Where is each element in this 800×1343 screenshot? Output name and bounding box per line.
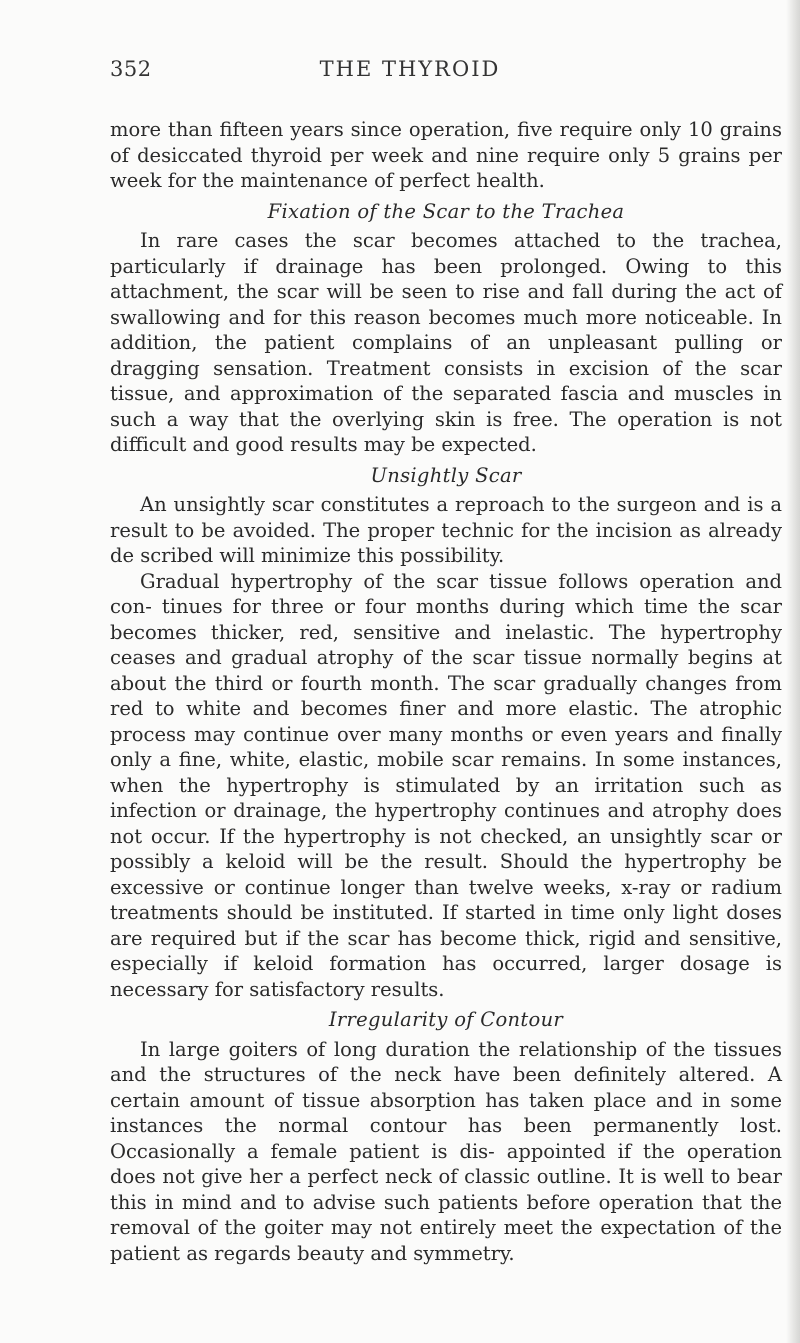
page-edge-shadow bbox=[786, 0, 800, 1343]
continuation-paragraph: more than fifteen years since operation, five require only 10 grains of desiccated thyroid per week and nine require only 5 grains per week for the maintenance of perfect health. bbox=[110, 118, 782, 192]
page-number: 352 bbox=[110, 57, 152, 81]
section-heading-unsightly-scar: Unsightly Scar bbox=[370, 463, 522, 487]
page-body bbox=[110, 117, 782, 1266]
paragraph-fixation: In rare cases the scar becomes attached to the trachea, particularly if drainage has been prolonged. Owing to this attachment, the scar will be seen to rise and fall during the act of swallowing and for this reason becomes much more noticeable. In addition, the patient complains of an unpleasant pulling or dragging sensation. Treatment consists in excision of the scar tissue, and approximation of the separated fascia and muscles in such a way that the overlying skin is free. The operation is not difficult and good results may be expected. bbox=[110, 229, 782, 456]
paragraph-unsightly-scar-1: An unsightly scar constitutes a reproach to the surgeon and is a result to be avoided. The proper technic for the incision as already de scribed will minimize this possibility. bbox=[110, 493, 782, 567]
paragraph-irregularity: In large goiters of long duration the relationship of the tissues and the structures of the neck have been definitely altered. A certain amount of tissue absorption has taken place and in some instances the normal contour has been permanently lost. Occasionally a female patient is dis- appointed if the operation does not give her a perfect neck of classic outline. It is well to bear this in mind and to advise such patients before operation that the removal of the goiter may not entirely meet the expectation of the patient as regards beauty and symmetry. bbox=[110, 1037, 782, 1265]
section-heading-irregularity: Irregularity of Contour bbox=[328, 1008, 564, 1031]
running-header bbox=[110, 57, 710, 87]
paragraph-unsightly-scar-2: Gradual hypertrophy of the scar tissue follows operation and con- tinues for three or four months during which time the scar becomes thicker, red, sensitive and inelastic. The hypertrophy ceases and gradual atrophy of the scar tissue normally begins at about the third or fourth month. The scar gradually changes from red to white and becomes finer and more elastic. The atrophic process may continue over many months or even years and finally only a fine, white, elastic, mobile scar remains. In some instances, when the hypertrophy is stimulated by an irritation such as infection or drainage, the hypertrophy continues and atrophy does not occur. If the hypertrophy is not checked, an unsightly scar or possibly a keloid will be the result. Should the hypertrophy be excessive or continue longer than twelve weeks, x-ray or radium treatments should be instituted. If started in time only light doses are required but if the scar has become thick, rigid and sensitive, especially if keloid formation has occurred, larger dosage is necessary for satisfactory results. bbox=[110, 569, 782, 1001]
running-title: THE THYROID bbox=[319, 57, 501, 81]
section-heading-fixation: Fixation of the Scar to the Trachea bbox=[267, 199, 625, 223]
